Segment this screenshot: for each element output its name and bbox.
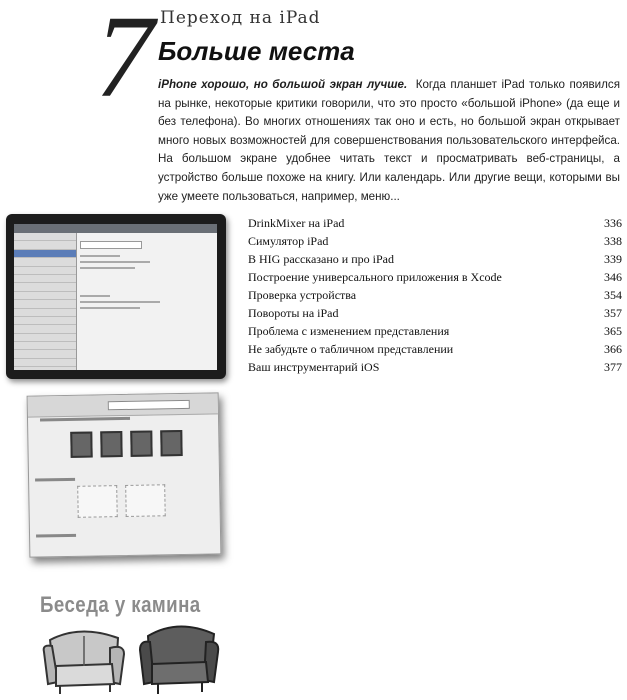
toc-row[interactable] bbox=[248, 324, 622, 342]
toc-title: Повороты на iPad bbox=[248, 306, 339, 320]
toc-row[interactable] bbox=[248, 270, 622, 288]
fireside-chat-title: Беседа у камина bbox=[40, 592, 201, 617]
xcode-section-label bbox=[35, 478, 75, 482]
toc-page: 336 bbox=[604, 216, 622, 230]
toc-row[interactable] bbox=[248, 288, 622, 306]
toc-page: 354 bbox=[604, 288, 622, 302]
toc-title: DrinkMixer на iPad bbox=[248, 216, 345, 230]
chapter-title: Больше места bbox=[158, 36, 355, 66]
toc-page: 346 bbox=[604, 270, 622, 284]
xcode-section-label bbox=[40, 417, 130, 422]
toc-title: Проблема с изменением представления bbox=[248, 324, 450, 338]
intro-paragraph bbox=[158, 76, 620, 206]
xcode-icon-slot bbox=[77, 485, 118, 518]
xcode-screenshot bbox=[27, 392, 222, 557]
toc-title: Не забудьте о табличном представлении bbox=[248, 342, 454, 356]
toc-page: 339 bbox=[604, 252, 622, 266]
xcode-field bbox=[108, 400, 190, 410]
toc-title: Симулятор iPad bbox=[248, 234, 329, 248]
toc-row[interactable] bbox=[248, 234, 622, 252]
toc-page: 338 bbox=[604, 234, 622, 248]
xcode-icon-slot bbox=[125, 484, 166, 517]
toc-title: Проверка устройства bbox=[248, 288, 357, 302]
toc-page: 357 bbox=[604, 306, 622, 320]
xcode-orientation-icons bbox=[70, 430, 182, 458]
intro-text: Когда планшет iPad только появился на рынке, некоторые критики говорили, что это просто «большой iPhone» (да еще и без телефона). Во многих отношениях так оно и есть, но большой экран открывает много новых возможностей для совершенствования пользовательского интерфейса. На большом экране удобнее читать текст и просматривать веб-страницы, а устройство больше похоже на книгу. Или календарь. Или другие вещи, которыми вы уже умеете пользоваться, например, меню... bbox=[158, 78, 620, 203]
armchair-light-icon bbox=[40, 622, 128, 696]
toc-page: 377 bbox=[604, 360, 622, 374]
armchair-dark-icon bbox=[136, 618, 222, 696]
ipad-detail-pane bbox=[80, 238, 200, 313]
toc-row[interactable] bbox=[248, 306, 622, 324]
toc-title: В HIG рассказано и про iPad bbox=[248, 252, 394, 266]
toc-page: 366 bbox=[604, 342, 622, 356]
chapter-subtitle: Переход на iPad bbox=[160, 8, 321, 28]
intro-lead: iPhone хорошо, но большой экран лучше. bbox=[158, 78, 408, 91]
toc-title: Ваш инструментарий iOS bbox=[248, 360, 380, 374]
toc-page: 365 bbox=[604, 324, 622, 338]
toc-row[interactable] bbox=[248, 342, 622, 360]
chapter-toc bbox=[248, 216, 622, 378]
toc-row[interactable] bbox=[248, 216, 622, 234]
chapter-number: 7 bbox=[95, 0, 152, 122]
ipad-screen bbox=[14, 224, 217, 370]
toc-row[interactable] bbox=[248, 360, 622, 378]
ipad-screenshot bbox=[6, 214, 226, 379]
xcode-section-label bbox=[36, 534, 76, 538]
toc-row[interactable] bbox=[248, 252, 622, 270]
ipad-navigation-bar bbox=[14, 224, 217, 233]
toc-title: Построение универсального приложения в Xcode bbox=[248, 270, 502, 284]
ipad-drink-list bbox=[14, 233, 77, 370]
